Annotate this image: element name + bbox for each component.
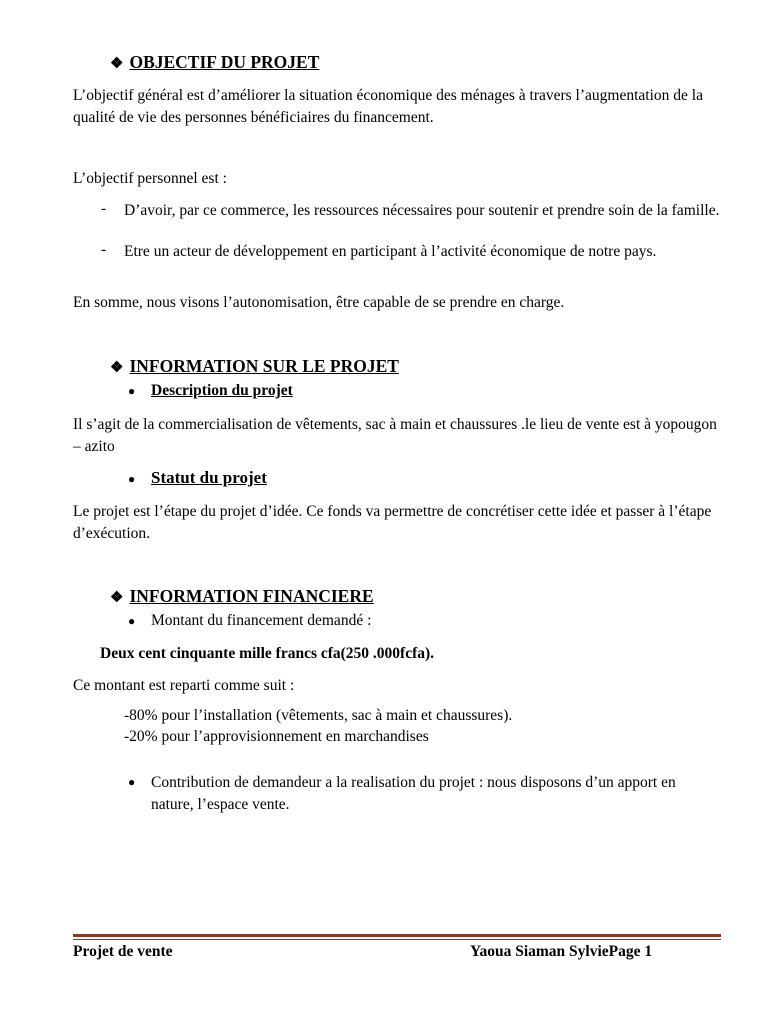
objectif-personnel-intro: L’objectif personnel est : (73, 170, 227, 187)
montant-label: Montant du financement demandé : (151, 612, 372, 629)
dash-bullet-icon: - (101, 200, 107, 217)
diamond-bullet-icon: ❖ (110, 590, 124, 606)
repartition-item-1: -80% pour l’installation (vêtements, sac à main et chaussures). (124, 707, 513, 724)
statut-heading: Statut du projet (151, 468, 267, 487)
description-heading: Description du projet (151, 382, 293, 399)
footer-rule-thin (73, 939, 721, 940)
footer-left: Projet de vente (73, 943, 173, 960)
heading-objectif-text: OBJECTIF DU PROJET (129, 52, 320, 72)
montant-value: Deux cent cinquante mille francs cfa(250 .000fcfa). (100, 645, 435, 662)
round-bullet-icon: ● (128, 775, 136, 789)
contribution-paragraph: Contribution de demandeur a la realisation du projet : nous disposons d’un apport en nature, l’espace vente. (151, 774, 676, 813)
round-bullet-icon: ● (128, 384, 136, 398)
heading-information (110, 356, 399, 377)
diamond-bullet-icon: ❖ (110, 56, 124, 72)
objectif-general-paragraph: L’objectif général est d’améliorer la situation économique des ménages à travers l’augmentation de la qualité de vie des personnes bénéficiaires du financement. (73, 87, 703, 126)
objectif-item-2: Etre un acteur de développement en participant à l’activité économique de notre pays. (124, 243, 657, 260)
round-bullet-icon: ● (128, 614, 136, 628)
footer-right: Yaoua Siaman SylviePage 1 (470, 943, 653, 960)
heading-information-text: INFORMATION SUR LE PROJET (129, 356, 399, 376)
description-paragraph: Il s’agit de la commercialisation de vêtements, sac à main et chaussures .le lieu de vente est à yopougon – azito (73, 416, 717, 455)
objectif-item-1: D’avoir, par ce commerce, les ressources nécessaires pour soutenir et prendre soin de la famille. (124, 202, 720, 219)
heading-objectif (110, 52, 319, 73)
repartition-item-2: -20% pour l’approvisionnement en marchandises (124, 728, 429, 745)
dash-bullet-icon: - (101, 241, 107, 258)
heading-financiere-text: INFORMATION FINANCIERE (129, 586, 374, 606)
repartition-intro: Ce montant est reparti comme suit : (73, 677, 295, 694)
footer-rule-thick (73, 934, 721, 937)
objectif-conclusion: En somme, nous visons l’autonomisation, être capable de se prendre en charge. (73, 294, 565, 311)
heading-financiere (110, 586, 374, 607)
round-bullet-icon: ● (128, 472, 136, 486)
statut-paragraph: Le projet est l’étape du projet d’idée. Ce fonds va permettre de concrétiser cette idée et passer à l’étape d’exécution. (73, 503, 712, 542)
diamond-bullet-icon: ❖ (110, 360, 124, 376)
